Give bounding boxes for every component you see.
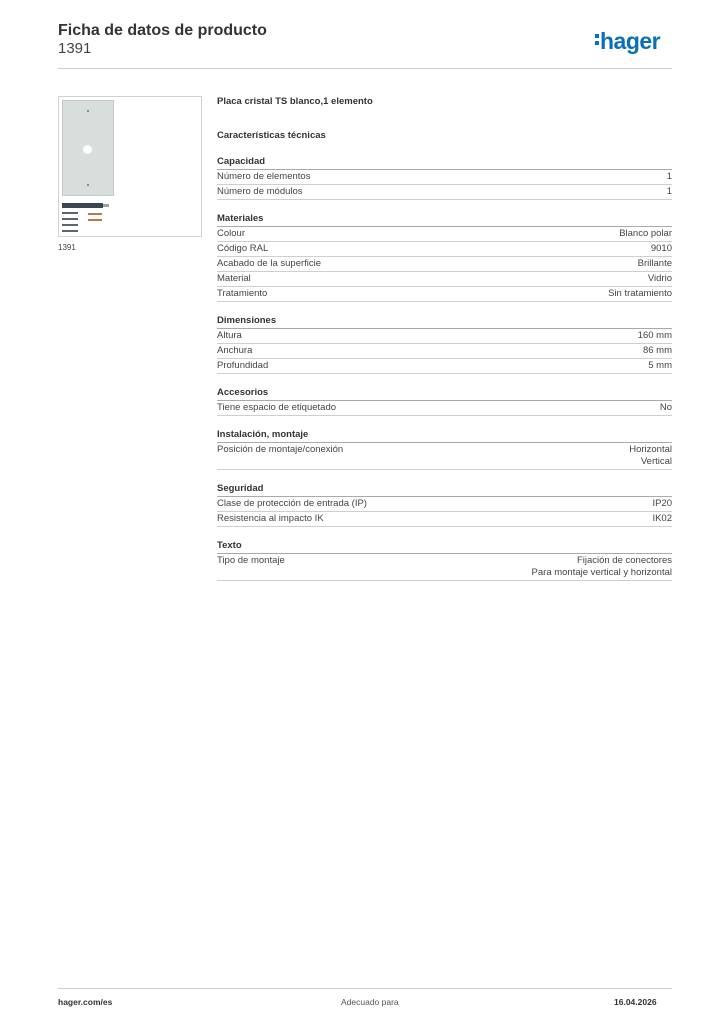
footer-center-text: Adecuado para <box>341 997 399 1007</box>
spec-value <box>619 228 672 240</box>
spec-label: Colour <box>217 228 245 239</box>
spec-value-line: 160 mm <box>637 330 672 341</box>
spec-row <box>217 344 672 359</box>
spec-label: Código RAL <box>217 243 269 254</box>
spec-label: Anchura <box>217 345 253 356</box>
spec-value-line: 1 <box>666 171 672 182</box>
spec-value <box>667 186 672 198</box>
header-product-code: 1391 <box>58 40 92 57</box>
spec-value-line: No <box>659 402 672 413</box>
glass-plate-image <box>62 100 114 196</box>
spec-section <box>217 212 672 302</box>
spec-sections <box>217 155 672 581</box>
spec-row <box>217 227 672 242</box>
plate-profile-end <box>103 204 109 207</box>
section-title: Capacidad <box>217 155 672 170</box>
footer-divider <box>58 988 672 989</box>
spec-label: Tiene espacio de etiquetado <box>217 402 337 413</box>
spec-value-line: Brillante <box>637 258 672 269</box>
spec-value <box>652 513 672 525</box>
spec-value-line: 5 mm <box>648 360 672 371</box>
spec-value <box>648 273 672 285</box>
spec-row <box>217 242 672 257</box>
spec-value-line: Vertical <box>640 456 672 467</box>
section-title: Seguridad <box>217 482 672 497</box>
spec-label: Acabado de la superficie <box>217 258 322 269</box>
spec-value <box>648 360 672 372</box>
spec-value-line: Fijación de conectores <box>576 555 672 566</box>
spec-value <box>660 402 672 414</box>
header-title: Ficha de datos de producto <box>58 22 267 39</box>
spec-section <box>217 386 672 416</box>
spec-label: Número de elementos <box>217 171 311 182</box>
spec-label: Profundidad <box>217 360 269 371</box>
spec-row <box>217 170 672 185</box>
spec-label: Número de módulos <box>217 186 303 197</box>
image-caption: 1391 <box>58 243 76 252</box>
spec-row <box>217 359 672 374</box>
spec-label: Altura <box>217 330 242 341</box>
product-name: Placa cristal TS blanco,1 elemento <box>217 96 373 107</box>
spec-label: Clase de protección de entrada (IP) <box>217 498 367 509</box>
hager-logo[interactable] <box>595 28 660 55</box>
spec-row <box>217 329 672 344</box>
spec-value <box>667 171 672 183</box>
spec-label: Resistencia al impacto IK <box>217 513 324 524</box>
spec-label: Tipo de montaje <box>217 555 285 566</box>
screw-dot <box>87 184 89 186</box>
footer-date: 16.04.2026 <box>614 997 657 1007</box>
spec-value <box>608 288 672 300</box>
spec-value-line: Sin tratamiento <box>608 288 672 299</box>
spec-section <box>217 428 672 470</box>
spec-label: Material <box>217 273 251 284</box>
spec-value-line: IK02 <box>652 513 672 524</box>
spec-row <box>217 497 672 512</box>
spec-value <box>652 498 672 510</box>
spec-value-line: Vidrio <box>647 273 672 284</box>
section-title: Instalación, montaje <box>217 428 672 443</box>
header-divider <box>58 68 672 69</box>
spec-value-line: 1 <box>666 186 672 197</box>
spec-row <box>217 443 672 470</box>
product-image <box>58 96 202 237</box>
section-title: Dimensiones <box>217 314 672 329</box>
logo-mark-icon <box>595 34 599 48</box>
section-title: Materiales <box>217 212 672 227</box>
accessory-lines-icon <box>62 212 78 236</box>
footer-website-link[interactable]: hager.com/es <box>58 997 113 1007</box>
section-title: Texto <box>217 539 672 554</box>
spec-value-line: Horizontal <box>629 444 672 455</box>
spec-section <box>217 539 672 581</box>
spec-row <box>217 287 672 302</box>
screws-icon <box>88 213 102 225</box>
spec-section <box>217 155 672 200</box>
spec-row <box>217 512 672 527</box>
spec-value-line: IP20 <box>652 498 672 509</box>
spec-row <box>217 257 672 272</box>
spec-content <box>217 95 672 581</box>
spec-label: Posición de montaje/conexión <box>217 444 344 455</box>
spec-section <box>217 482 672 527</box>
screw-dot <box>87 110 89 112</box>
spec-value <box>643 345 672 357</box>
plate-hole <box>83 145 92 154</box>
spec-label: Tratamiento <box>217 288 268 299</box>
logo-text: hager <box>600 28 661 54</box>
spec-row <box>217 185 672 200</box>
spec-value-line: 86 mm <box>642 345 672 356</box>
plate-profile-image <box>62 203 103 208</box>
spec-value <box>638 258 672 270</box>
spec-value-line: Para montaje vertical y horizontal <box>531 567 672 578</box>
spec-row <box>217 272 672 287</box>
spec-row <box>217 554 672 581</box>
spec-value-line: Blanco polar <box>619 228 672 239</box>
spec-value <box>629 444 672 468</box>
tech-title: Características técnicas <box>217 130 326 141</box>
spec-row <box>217 401 672 416</box>
spec-value <box>532 555 672 579</box>
spec-value-line: 9010 <box>650 243 672 254</box>
section-title: Accesorios <box>217 386 672 401</box>
spec-value <box>651 243 672 255</box>
spec-section <box>217 314 672 374</box>
spec-value <box>638 330 672 342</box>
